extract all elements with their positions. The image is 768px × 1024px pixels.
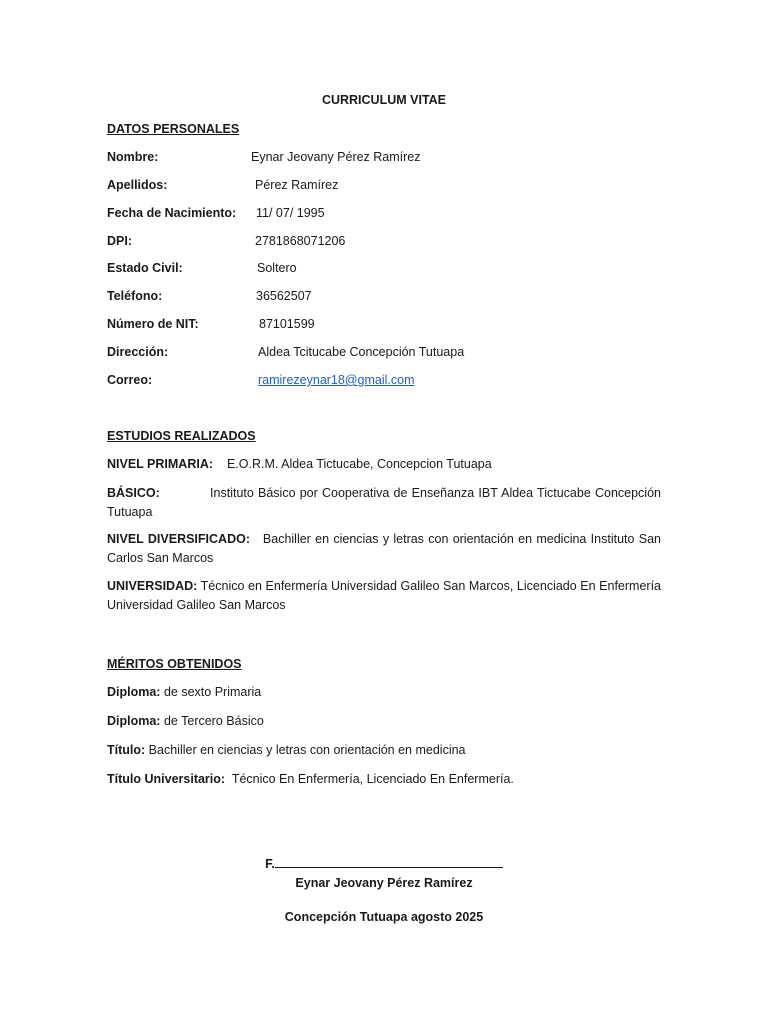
merit-item: [107, 772, 514, 786]
name-label: Nombre:: [107, 150, 159, 164]
birthdate-value: 11/ 07/ 1995: [256, 206, 325, 220]
birthdate-label: Fecha de Nacimiento:: [107, 206, 237, 220]
nit-label: Número de NIT:: [107, 317, 199, 331]
university-entry: [107, 577, 661, 615]
address-value: Aldea Tcitucabe Concepción Tutuapa: [258, 345, 465, 359]
primary-level-text: E.O.R.M. Aldea Tictucabe, Concepcion Tutuapa: [226, 457, 492, 471]
basic-level-entry: [107, 484, 661, 522]
dpi-value: 2781868071206: [255, 234, 346, 248]
merit-item: [107, 685, 261, 699]
phone-value: 36562507: [256, 289, 312, 303]
merit-text: Bachiller en ciencias y letras con orientación en medicina: [148, 743, 466, 757]
civil-status-value: Soltero: [257, 261, 297, 275]
place-date: Concepción Tutuapa agosto 2025: [284, 910, 484, 924]
nit-value: 87101599: [259, 317, 315, 331]
personal-data-heading: DATOS PERSONALES: [107, 122, 240, 136]
merit-item: [107, 743, 466, 757]
merit-label: Título:: [107, 743, 146, 757]
studies-heading: ESTUDIOS REALIZADOS: [107, 429, 256, 443]
university-text: Técnico en Enfermería Universidad Galileo San Marcos, Licenciado En Enfermería Universidad Galileo San Marcos: [107, 579, 662, 612]
merit-text: Técnico En Enfermería, Licenciado En Enfermería.: [231, 772, 514, 786]
merit-text: de Tercero Básico: [163, 714, 264, 728]
civil-status-label: Estado Civil:: [107, 261, 183, 275]
address-label: Dirección:: [107, 345, 169, 359]
diversified-level-entry: [107, 530, 661, 568]
surnames-value: Pérez Ramírez: [255, 178, 339, 192]
signature-line: [0, 857, 768, 871]
phone-label: Teléfono:: [107, 289, 163, 303]
merits-heading: MÉRITOS OBTENIDOS: [107, 657, 242, 671]
primary-level-entry: [107, 455, 661, 474]
merit-item: [107, 714, 264, 728]
name-value: Eynar Jeovany Pérez Ramírez: [251, 150, 421, 164]
merit-text: de sexto Primaria: [163, 685, 262, 699]
basic-level-label: BÁSICO:: [107, 486, 160, 500]
diversified-level-label: NIVEL DIVERSIFICADO:: [107, 532, 250, 546]
surnames-label: Apellidos:: [107, 178, 168, 192]
merit-label: Diploma:: [107, 714, 161, 728]
university-label: UNIVERSIDAD:: [107, 579, 198, 593]
merit-label: Título Universitario:: [107, 772, 226, 786]
signature-blank: [275, 857, 503, 868]
dpi-label: DPI:: [107, 234, 132, 248]
email-label: Correo:: [107, 373, 153, 387]
merit-label: Diploma:: [107, 685, 161, 699]
signature-prefix: F.: [265, 857, 275, 871]
document-title: CURRICULUM VITAE: [321, 93, 447, 107]
diversified-level-text: Bachiller en ciencias y letras con orientación en medicina Instituto San Carlos San Marcos: [107, 532, 662, 565]
primary-level-label: NIVEL PRIMARIA:: [107, 457, 214, 471]
signature-name: Eynar Jeovany Pérez Ramírez: [295, 876, 473, 890]
basic-level-text: Instituto Básico por Cooperativa de Enseñanza IBT Aldea Tictucabe Concepción Tutuapa: [107, 486, 661, 519]
email-link[interactable]: ramirezeynar18@gmail.com: [258, 373, 415, 387]
